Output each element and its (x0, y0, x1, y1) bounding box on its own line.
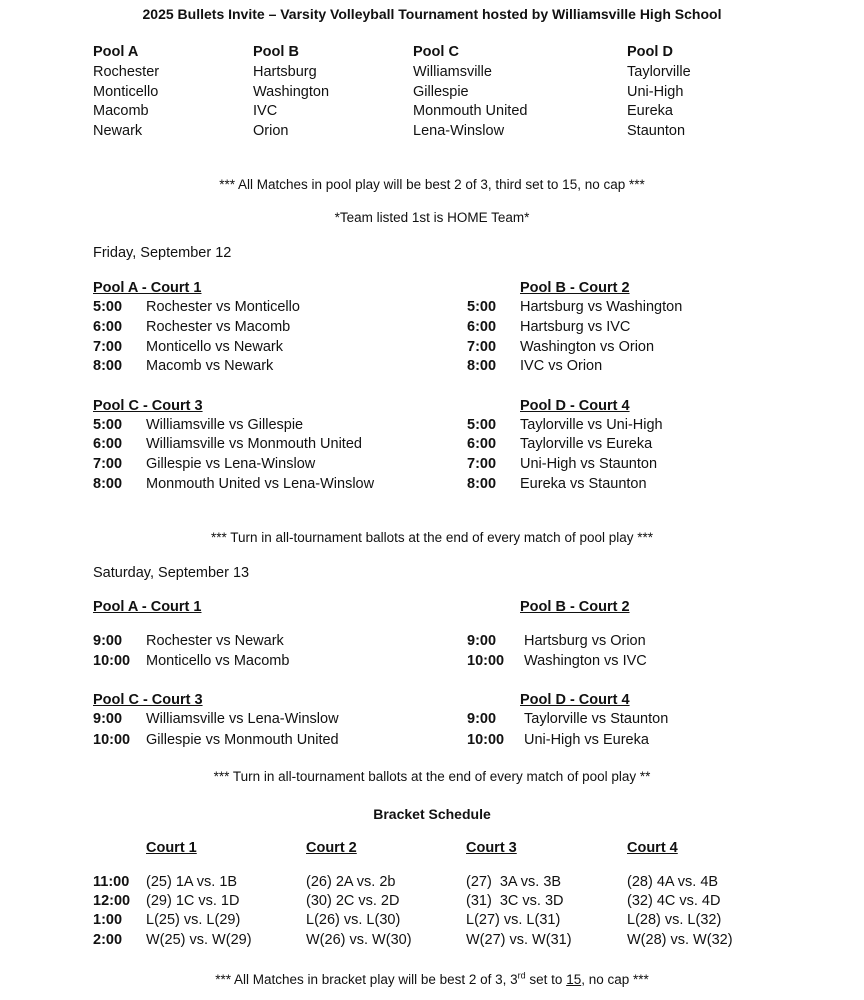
bracket-game: (27) 3A vs. 3B (466, 874, 562, 890)
match-time: 10:00 (467, 653, 505, 669)
match-teams: IVC vs Orion (520, 358, 603, 374)
match-time: 10:00 (467, 732, 505, 748)
bracket-rule-prefix: *** All Matches in bracket play will be best 2 of 3, 3 (215, 972, 518, 987)
bracket-rule-suffix: , no cap *** (581, 972, 649, 987)
bracket-time: 11:00 (93, 874, 130, 890)
court-heading: Pool D - Court 4 (520, 692, 630, 708)
match-time: 6:00 (93, 319, 123, 335)
match-time: 7:00 (467, 339, 497, 355)
match-time: 10:00 (93, 732, 131, 748)
bracket-rule-points: 15 (566, 972, 582, 987)
pool-team: Staunton (627, 123, 686, 139)
home-team-note: *Team listed 1st is HOME Team* (334, 210, 530, 225)
bracket-game: W(27) vs. W(31) (466, 932, 572, 948)
match-time: 10:00 (93, 653, 131, 669)
pool-team: IVC (253, 103, 278, 119)
pool-team: Hartsburg (253, 64, 317, 80)
match-time: 5:00 (93, 417, 123, 433)
match-teams: Uni-High vs Staunton (520, 456, 658, 472)
match-time: 8:00 (467, 358, 497, 374)
pool-team: Taylorville (627, 64, 691, 80)
match-time: 9:00 (467, 711, 497, 727)
match-time: 8:00 (467, 476, 497, 492)
court-heading: Pool B - Court 2 (520, 599, 630, 615)
bracket-court-heading: Court 3 (466, 840, 517, 856)
match-teams: Monticello vs Macomb (146, 653, 290, 669)
pool-team: Rochester (93, 64, 160, 80)
pool-d-heading: Pool D (627, 44, 673, 60)
pool-c-heading: Pool C (413, 44, 459, 60)
match-teams: Monmouth United vs Lena-Winslow (146, 476, 375, 492)
bracket-game: (25) 1A vs. 1B (146, 874, 238, 890)
pool-team: Monticello (93, 84, 159, 100)
pool-team: Lena-Winslow (413, 123, 505, 139)
match-teams: Hartsburg vs IVC (520, 319, 631, 335)
bracket-game: L(27) vs. L(31) (466, 912, 561, 928)
match-time: 5:00 (467, 417, 497, 433)
bracket-game: (31) 3C vs. 3D (466, 893, 564, 909)
match-time: 5:00 (93, 299, 123, 315)
bracket-play-rule (0, 972, 864, 987)
pool-team: Newark (93, 123, 143, 139)
match-teams: Gillespie vs Lena-Winslow (146, 456, 316, 472)
court-heading: Pool A - Court 1 (93, 599, 202, 615)
court-heading: Pool B - Court 2 (520, 280, 630, 296)
bracket-court-heading: Court 1 (146, 840, 197, 856)
pool-b-heading: Pool B (253, 44, 299, 60)
pool-team: Gillespie (413, 84, 469, 100)
bracket-game: (26) 2A vs. 2b (306, 874, 396, 890)
court-heading: Pool A - Court 1 (93, 280, 202, 296)
match-teams: Williamsville vs Gillespie (146, 417, 304, 433)
court-heading: Pool D - Court 4 (520, 398, 630, 414)
match-time: 6:00 (467, 436, 497, 452)
pool-team: Uni-High (627, 84, 684, 100)
page-title: 2025 Bullets Invite – Varsity Volleyball Tournament hosted by Williamsville High School (142, 6, 722, 22)
match-time: 5:00 (467, 299, 497, 315)
match-teams: Eureka vs Staunton (520, 476, 647, 492)
match-teams: Taylorville vs Staunton (524, 711, 669, 727)
pool-a-heading: Pool A (93, 44, 139, 60)
match-time: 6:00 (467, 319, 497, 335)
match-teams: Gillespie vs Monmouth United (146, 732, 339, 748)
bracket-game: (29) 1C vs. 1D (146, 893, 240, 909)
bracket-game: L(28) vs. L(32) (627, 912, 722, 928)
match-teams: Washington vs Orion (520, 339, 655, 355)
friday-date: Friday, September 12 (93, 245, 232, 261)
match-time: 7:00 (93, 339, 123, 355)
court-heading: Pool C - Court 3 (93, 692, 203, 708)
pool-team: Williamsville (413, 64, 492, 80)
match-teams: Rochester vs Monticello (146, 299, 300, 315)
match-teams: Hartsburg vs Washington (520, 299, 683, 315)
bracket-court-heading: Court 4 (627, 840, 678, 856)
match-time: 9:00 (93, 633, 123, 649)
bracket-rule-ordinal: rd (517, 970, 526, 981)
bracket-time: 2:00 (93, 932, 123, 948)
bracket-game: W(28) vs. W(32) (627, 932, 733, 948)
bracket-title: Bracket Schedule (373, 806, 491, 822)
match-time: 7:00 (467, 456, 497, 472)
match-teams: Williamsville vs Monmouth United (146, 436, 362, 452)
bracket-time: 12:00 (93, 893, 131, 909)
friday-ballot-note: *** Turn in all-tournament ballots at the end of every match of pool play *** (211, 530, 653, 545)
bracket-game: (28) 4A vs. 4B (627, 874, 719, 890)
pool-team: Macomb (93, 103, 149, 119)
match-time: 9:00 (467, 633, 497, 649)
pool-team: Orion (253, 123, 289, 139)
bracket-court-heading: Court 2 (306, 840, 357, 856)
pool-team: Monmouth United (413, 103, 528, 119)
bracket-game: L(25) vs. L(29) (146, 912, 241, 928)
bracket-game: (32) 4C vs. 4D (627, 893, 721, 909)
match-teams: Uni-High vs Eureka (524, 732, 649, 748)
pool-play-rule: *** All Matches in pool play will be best 2 of 3, third set to 15, no cap *** (219, 177, 645, 192)
match-time: 8:00 (93, 358, 123, 374)
match-teams: Rochester vs Macomb (146, 319, 291, 335)
match-time: 9:00 (93, 711, 123, 727)
bracket-rule-mid: set to (525, 972, 567, 987)
match-teams: Rochester vs Newark (146, 633, 284, 649)
court-heading: Pool C - Court 3 (93, 398, 203, 414)
match-teams: Taylorville vs Eureka (520, 436, 653, 452)
saturday-ballot-note: *** Turn in all-tournament ballots at the end of every match of pool play ** (213, 769, 651, 784)
pool-team: Eureka (627, 103, 673, 119)
bracket-game: W(26) vs. W(30) (306, 932, 412, 948)
bracket-game: L(26) vs. L(30) (306, 912, 401, 928)
match-teams: Washington vs IVC (524, 653, 647, 669)
match-teams: Taylorville vs Uni-High (520, 417, 663, 433)
match-teams: Hartsburg vs Orion (524, 633, 646, 649)
saturday-date: Saturday, September 13 (93, 565, 250, 581)
pool-team: Washington (253, 84, 330, 100)
match-time: 8:00 (93, 476, 123, 492)
match-teams: Macomb vs Newark (146, 358, 274, 374)
match-time: 7:00 (93, 456, 123, 472)
match-time: 6:00 (93, 436, 123, 452)
bracket-game: W(25) vs. W(29) (146, 932, 252, 948)
match-teams: Monticello vs Newark (146, 339, 283, 355)
bracket-game: (30) 2C vs. 2D (306, 893, 400, 909)
match-teams: Williamsville vs Lena-Winslow (146, 711, 339, 727)
bracket-time: 1:00 (93, 912, 123, 928)
